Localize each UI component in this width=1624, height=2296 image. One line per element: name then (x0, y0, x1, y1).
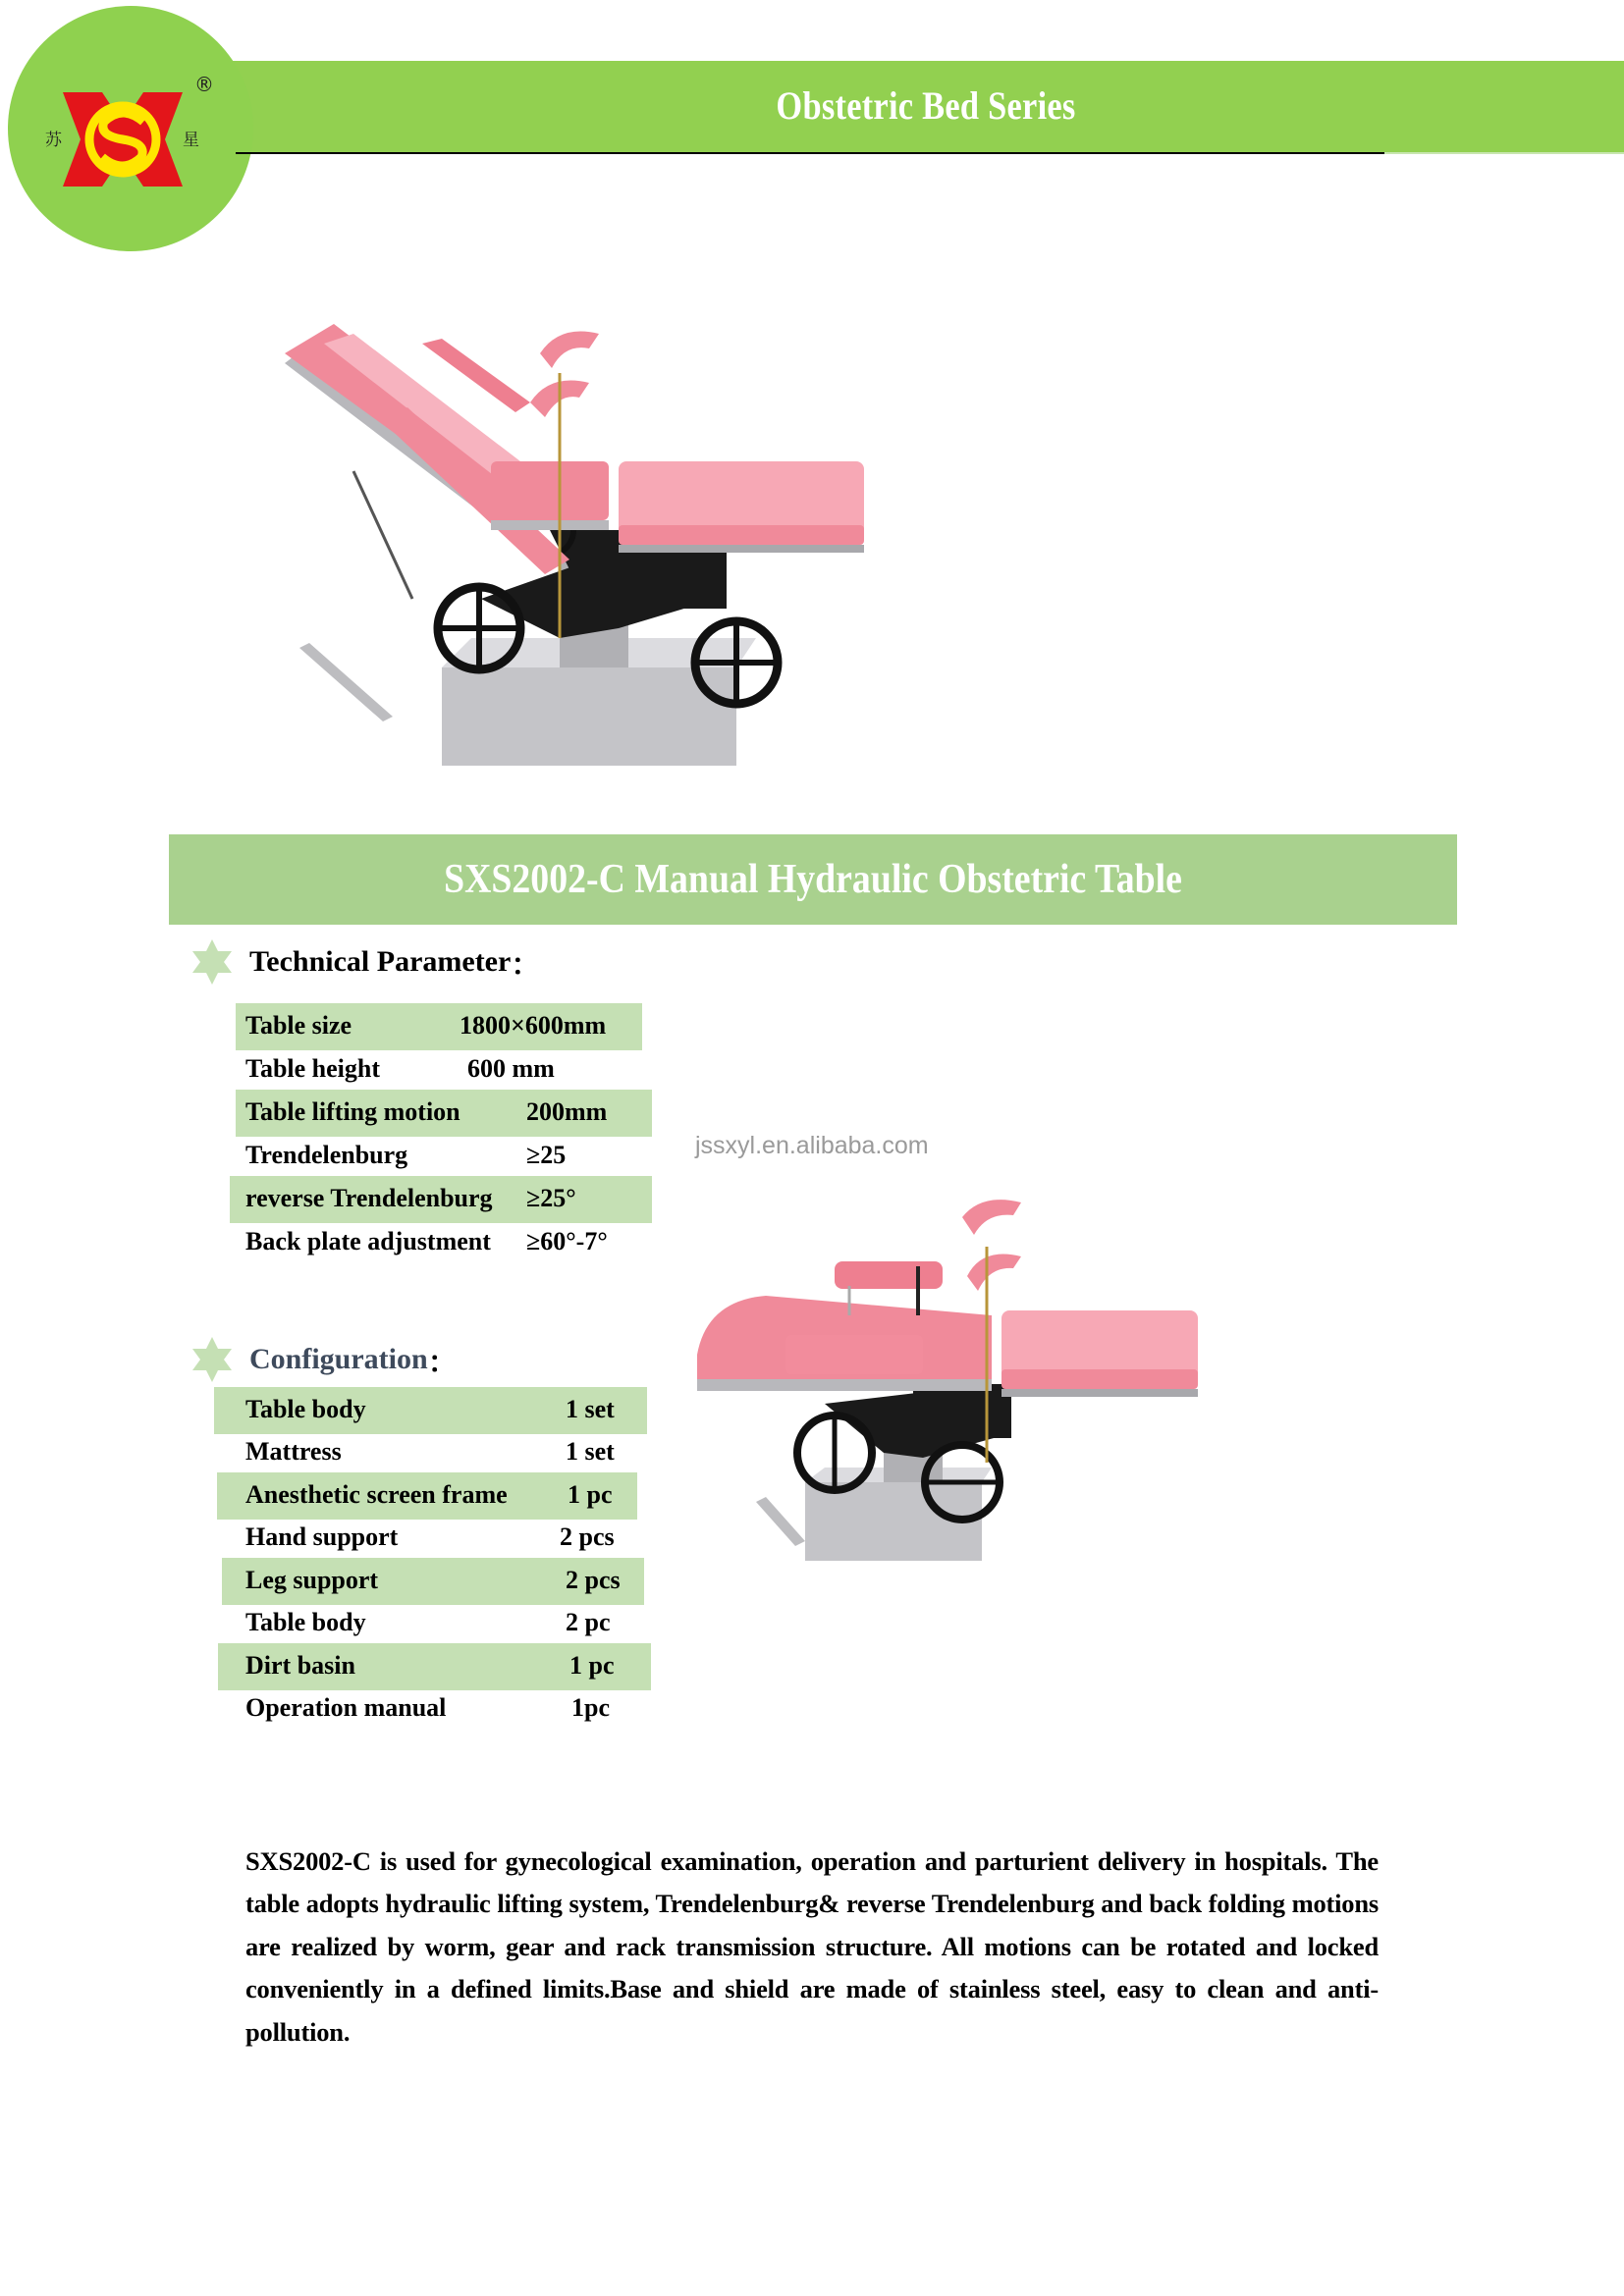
heading-colon: ： (511, 949, 541, 982)
technical-parameter-title: Technical Parameter (249, 945, 512, 978)
config-item: Leg support (245, 1566, 379, 1594)
page-title: Obstetric Bed Series (776, 83, 1076, 128)
model-banner (169, 834, 1457, 925)
config-qty: 2 pcs (566, 1566, 621, 1594)
config-item: Hand support (245, 1522, 399, 1551)
registered-mark: ® (194, 73, 214, 96)
logo-char-left: 苏 (45, 131, 62, 150)
product-description: SXS2002-C is used for gynecological examination, operation and parturient delivery in hospitals. The table adopts hydraulic lifting system, Trendelenburg& reverse Trendelenburg and back folding motions are realized by worm, gear and rack transmission structure. All motions can be rotated and locked conveniently in a defined limits.Base and shield are made of stainless steel, easy to clean and anti-pollution. (245, 1845, 1379, 2047)
spec-value: 600 mm (467, 1054, 555, 1083)
config-item: Table body (245, 1395, 366, 1423)
header-band (228, 61, 1624, 153)
spec-value: ≥25 (526, 1141, 567, 1169)
heading-colon: ： (427, 1347, 458, 1379)
obstetric-table-flat-illustration (687, 1188, 1483, 1590)
logo-char-right: 星 (183, 131, 199, 150)
config-qty: 1 pc (568, 1480, 613, 1509)
config-item: Mattress (245, 1437, 342, 1466)
configuration-heading (190, 1337, 458, 1382)
spec-label: reverse Trendelenburg (245, 1184, 493, 1212)
spec-label: Back plate adjustment (245, 1227, 491, 1255)
config-item: Operation manual (245, 1693, 447, 1722)
spec-label: Trendelenburg (245, 1141, 408, 1169)
config-item: Anesthetic screen frame (245, 1480, 508, 1509)
config-qty: 1pc (571, 1693, 610, 1722)
config-qty: 1 set (566, 1437, 615, 1466)
spec-value: ≥60°-7° (526, 1227, 608, 1255)
spec-value: ≥25° (526, 1184, 576, 1212)
brand-logo (8, 6, 253, 251)
spec-label: Table height (245, 1054, 381, 1083)
technical-parameter-heading (190, 939, 540, 985)
spec-label: Table lifting motion (245, 1097, 460, 1126)
obstetric-table-raised-illustration (265, 314, 1129, 766)
header-divider (236, 152, 1384, 154)
model-title: SXS2002-C Manual Hydraulic Obstetric Table (444, 857, 1182, 902)
spec-value: 1800×600mm (460, 1011, 607, 1040)
star-icon (190, 1337, 234, 1382)
config-qty: 1 set (566, 1395, 615, 1423)
header-divider-light (1384, 152, 1624, 154)
config-qty: 1 pc (569, 1651, 615, 1680)
product-image-bottom (687, 1188, 1483, 1590)
logo-mark-icon (63, 92, 183, 187)
config-item: Dirt basin (245, 1651, 355, 1680)
star-icon (190, 939, 234, 985)
config-item: Table body (245, 1608, 366, 1636)
configuration-title: Configuration (249, 1343, 428, 1375)
watermark-url: jssxyl.en.alibaba.com (695, 1132, 929, 1159)
product-image-top (265, 314, 1129, 766)
config-qty: 2 pcs (560, 1522, 615, 1551)
config-qty: 2 pc (566, 1608, 611, 1636)
spec-value: 200mm (526, 1097, 608, 1126)
spec-label: Table size (245, 1011, 352, 1040)
